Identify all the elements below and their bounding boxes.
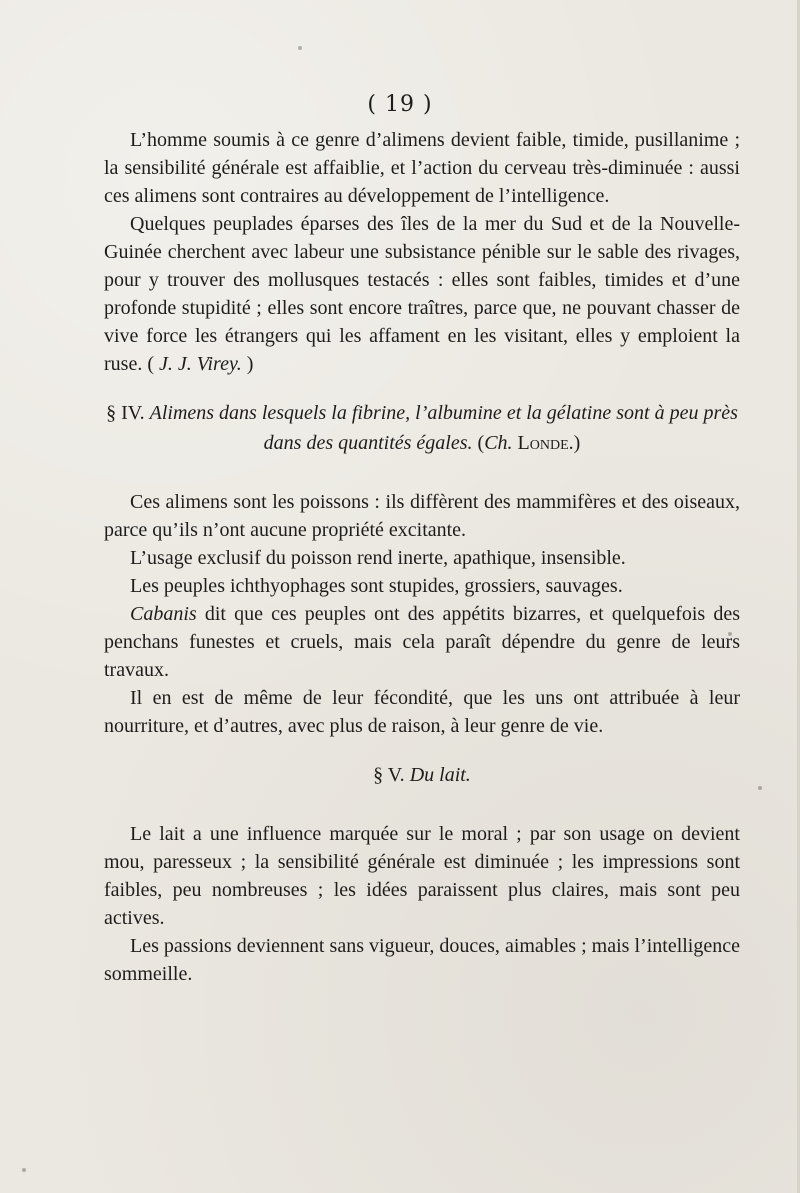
citation-author: J. J. Virey. — [159, 353, 242, 375]
section-sign: § IV. — [106, 402, 145, 424]
author-open: ( — [477, 432, 485, 454]
paper-spot — [758, 786, 762, 790]
paper-spot — [22, 1168, 26, 1172]
paper-spot — [728, 632, 732, 636]
cited-name: Cabanis — [130, 603, 197, 625]
paragraph — [104, 210, 740, 378]
paragraph: Les passions deviennent sans vigueur, douces, aimables ; mais l’intelligence sommeille. — [104, 935, 740, 985]
paragraph: Ces alimens sont les poissons : ils diffèrent des mammifères et des oiseaux, parce qu’ils n’ont aucune propriété excitante. — [104, 491, 740, 541]
paragraph: L’homme soumis à ce genre d’alimens devient faible, timide, pusillanime ; la sensibilité générale est affaiblie, et l’action du cerveau très-diminuée : aussi ces alimens sont contraires au développement de l’intelligence. — [104, 129, 740, 207]
paper-spot — [298, 46, 302, 50]
author-close: .) — [568, 432, 581, 454]
author-initial: Ch. — [484, 432, 513, 454]
paragraph-text: Quelques peuplades éparses des îles de la mer du Sud et de la Nouvelle-Guinée cherchent avec labeur une subsistance pénible sur le sable des rivages, pour y trouver des mollusques testacés : elles sont faibles, timides et d’une profonde stupidité ; elles sont encore traîtres, parce que, ne pouvant chasser de vive force les étrangers qui les affament en les visitant, elles y emploient la ruse. — [104, 213, 740, 375]
paragraph-text: dit que ces peuples ont des appétits bizarres, et quelquefois des penchans funestes et cruels, mais cela paraît dépendre du genre de leurs travaux. — [104, 603, 740, 681]
page-body — [104, 126, 740, 988]
section-author — [478, 432, 581, 454]
citation-open: ( — [147, 353, 159, 375]
page-number: ( 19 ) — [367, 92, 433, 117]
section-heading-v — [104, 760, 740, 790]
author-surname: Londe — [517, 432, 569, 454]
paragraph — [104, 600, 740, 684]
citation-close: ) — [241, 353, 254, 375]
section-title: Du lait. — [409, 764, 471, 786]
section-sign: § V. — [373, 764, 405, 786]
paragraph: L’usage exclusif du poisson rend inerte, apathique, insensible. — [130, 547, 626, 569]
paragraph: Il en est de même de leur fécondité, que les uns ont attribuée à leur nourriture, et d’autres, avec plus de raison, à leur genre de vie. — [104, 687, 740, 737]
section-title: Alimens dans lesquels la fibrine, l’albumine et la gélatine sont à peu près dans des quantités égales. — [149, 402, 738, 454]
paragraph: Le lait a une influence marquée sur le moral ; par son usage on devient mou, paresseux ; la sensibilité générale est diminuée ; les impressions sont faibles, peu nombreuses ; les idées paraissent plus claires, mais sont peu actives. — [104, 823, 740, 929]
paragraph: Les peuples ichthyophages sont stupides, grossiers, sauvages. — [130, 575, 623, 597]
section-heading-iv — [104, 398, 740, 458]
